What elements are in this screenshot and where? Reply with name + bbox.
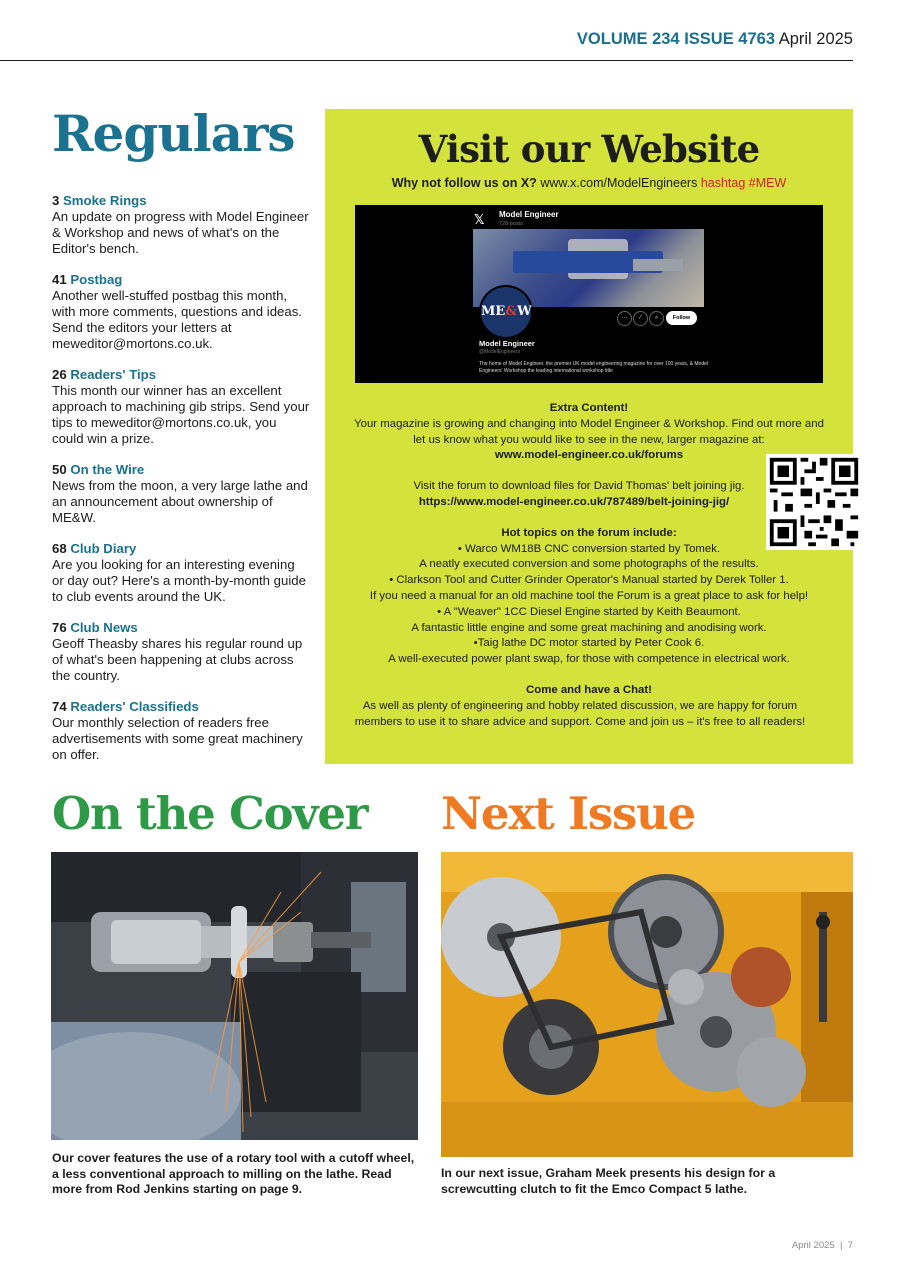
hot-topics-list bbox=[325, 542, 853, 668]
header-rule bbox=[0, 60, 853, 61]
website-title: Visit our Website bbox=[418, 127, 760, 171]
chat-body: As well as plenty of engineering and hobby related discussion, we are happy for forum members to use it to share advice and support. Come and join us – it's free to all readers! bbox=[354, 699, 806, 728]
extra-content-heading: Extra Content! bbox=[549, 402, 629, 414]
regular-heading bbox=[52, 462, 310, 478]
x-bio: The home of Model Engineer, the premier UK model engineering magazine for over 100 years, & Model Engineers' Workshop the leading international workshop title bbox=[479, 361, 709, 374]
regular-name: On the Wire bbox=[70, 462, 145, 477]
regulars-list bbox=[52, 193, 310, 778]
regular-page-number: 41 bbox=[52, 272, 67, 287]
hot-topic-line: • Clarkson Tool and Cutter Grinder Operator's Manual started by Derek Toller 1. bbox=[389, 574, 789, 587]
regular-page-number: 50 bbox=[52, 462, 67, 477]
regular-name: Postbag bbox=[70, 272, 123, 287]
hot-topic-line: •Taig lathe DC motor started by Peter Cook 6. bbox=[473, 637, 705, 650]
regular-name: Smoke Rings bbox=[63, 193, 147, 208]
hot-topic-line: A neatly executed conversion and some photographs of the results. bbox=[419, 558, 759, 571]
regular-description: Geoff Theasby shares his regular round up of what's been happening at clubs across the country. bbox=[52, 636, 303, 683]
hot-topic-line: A well-executed power plant swap, for those with competence in electrical work. bbox=[388, 653, 790, 666]
regular-item bbox=[52, 541, 310, 605]
website-panel bbox=[325, 109, 853, 764]
regular-description: News from the moon, a very large lathe and an announcement about ownership of ME&W. bbox=[52, 478, 308, 525]
regular-page-number: 68 bbox=[52, 541, 67, 556]
x-logo-icon: 𝕏 bbox=[474, 212, 485, 227]
avatar-text-me: ME bbox=[481, 304, 506, 319]
forum-download-text: Visit the forum to download files for David Thomas' belt joining jig. bbox=[413, 480, 745, 493]
regular-heading bbox=[52, 272, 310, 288]
page-header bbox=[0, 0, 905, 62]
regulars-title: Regulars bbox=[52, 104, 295, 163]
search-icon: ⌕ bbox=[649, 311, 664, 326]
x-follow-button: Follow bbox=[666, 311, 697, 325]
regular-item bbox=[52, 462, 310, 526]
cover-title: On the Cover bbox=[52, 787, 368, 840]
regular-page-number: 74 bbox=[52, 699, 67, 714]
follow-line bbox=[325, 176, 853, 190]
regular-name: Readers' Classifieds bbox=[70, 699, 199, 714]
extra-content-body: Your magazine is growing and changing into Model Engineer & Workshop. Find out more and let us know what you would like to see in the new, larger magazine at: bbox=[354, 417, 824, 446]
regular-name: Club News bbox=[70, 620, 138, 635]
regular-page-number: 3 bbox=[52, 193, 60, 208]
regular-item bbox=[52, 367, 310, 447]
hot-topic-line: • A "Weaver" 1CC Diesel Engine started by Keith Beaumont. bbox=[437, 605, 741, 618]
regular-description: An update on progress with Model Engineer & Workshop and news of what's on the Editor's bench. bbox=[52, 209, 309, 256]
regular-item bbox=[52, 620, 310, 684]
x-handle: @ModelEngineers bbox=[479, 349, 521, 355]
regular-page-number: 76 bbox=[52, 620, 67, 635]
regular-description: This month our winner has an excellent approach to machining gib strips. Send your tips to meweditor@mortons.co.uk, you could win a prize. bbox=[52, 383, 310, 446]
issue-line bbox=[577, 30, 853, 49]
forums-link[interactable]: www.model-engineer.co.uk/forums bbox=[494, 449, 684, 462]
avatar-text-w: W bbox=[517, 304, 532, 319]
hashtag: hashtag #MEW bbox=[700, 176, 787, 190]
regular-description: Our monthly selection of readers free advertisements with some great machinery on offer. bbox=[52, 715, 303, 762]
page-footer bbox=[792, 1240, 853, 1251]
x-profile-screenshot bbox=[355, 205, 823, 383]
regular-heading bbox=[52, 699, 310, 715]
x-header-name: Model Engineer bbox=[499, 210, 559, 219]
footer-date: April 2025 bbox=[791, 1240, 835, 1251]
grok-icon: ⁄ bbox=[633, 311, 648, 326]
next-issue-caption: In our next issue, Graham Meek presents his design for a screwcutting clutch to fit the Emco Compact 5 lathe. bbox=[441, 1166, 776, 1196]
regular-heading bbox=[52, 193, 310, 209]
chat-heading: Come and have a Chat! bbox=[526, 683, 652, 696]
x-display-name: Model Engineer bbox=[479, 339, 535, 348]
hot-topic-line: A fantastic little engine and some great machining and anodising work. bbox=[411, 621, 767, 634]
regular-heading bbox=[52, 367, 310, 383]
hot-topics-heading: Hot topics on the forum include: bbox=[501, 526, 677, 539]
issue-date: April 2025 bbox=[778, 30, 853, 48]
regular-heading bbox=[52, 541, 310, 557]
follow-prompt: Why not follow us on X? bbox=[391, 176, 537, 190]
volume-issue: VOLUME 234 ISSUE 4763 bbox=[576, 30, 775, 48]
regular-name: Readers' Tips bbox=[70, 367, 157, 382]
next-issue-title: Next Issue bbox=[441, 787, 696, 840]
regular-item bbox=[52, 272, 310, 352]
footer-separator: | bbox=[839, 1240, 843, 1251]
regular-description: Are you looking for an interesting evening or day out? Here's a month-by-month guide to club events around the UK. bbox=[52, 557, 306, 604]
regular-name: Club Diary bbox=[70, 541, 137, 556]
more-icon: ··· bbox=[617, 311, 632, 326]
hot-topic-line: • Warco WM18B CNC conversion started by Tomek. bbox=[457, 542, 721, 555]
forum-text bbox=[325, 401, 853, 730]
cover-photo bbox=[51, 852, 418, 1140]
qr-code bbox=[766, 454, 862, 550]
avatar-text-amp: & bbox=[505, 304, 518, 319]
x-post-count: 728 posts bbox=[499, 221, 523, 227]
page-number: 7 bbox=[847, 1240, 853, 1251]
x-url-link[interactable]: www.x.com/ModelEngineers bbox=[540, 176, 698, 190]
regular-item bbox=[52, 699, 310, 763]
cover-caption: Our cover features the use of a rotary tool with a cutoff wheel, a less conventional approach to milling on the lathe. Read more from Rod Jenkins starting on page 9. bbox=[52, 1151, 415, 1196]
regular-page-number: 26 bbox=[52, 367, 67, 382]
regular-description: Another well-stuffed postbag this month, with more comments, questions and ideas. Send the editors your letters at meweditor@mortons.co.uk. bbox=[52, 288, 302, 351]
hot-topic-line: If you need a manual for an old machine tool the Forum is a great place to ask for help! bbox=[369, 589, 809, 602]
regular-heading bbox=[52, 620, 310, 636]
x-avatar bbox=[479, 285, 533, 339]
belt-jig-link[interactable]: https://www.model-engineer.co.uk/787489/belt-joining-jig/ bbox=[418, 495, 730, 508]
regular-item bbox=[52, 193, 310, 257]
next-issue-photo bbox=[441, 852, 853, 1157]
